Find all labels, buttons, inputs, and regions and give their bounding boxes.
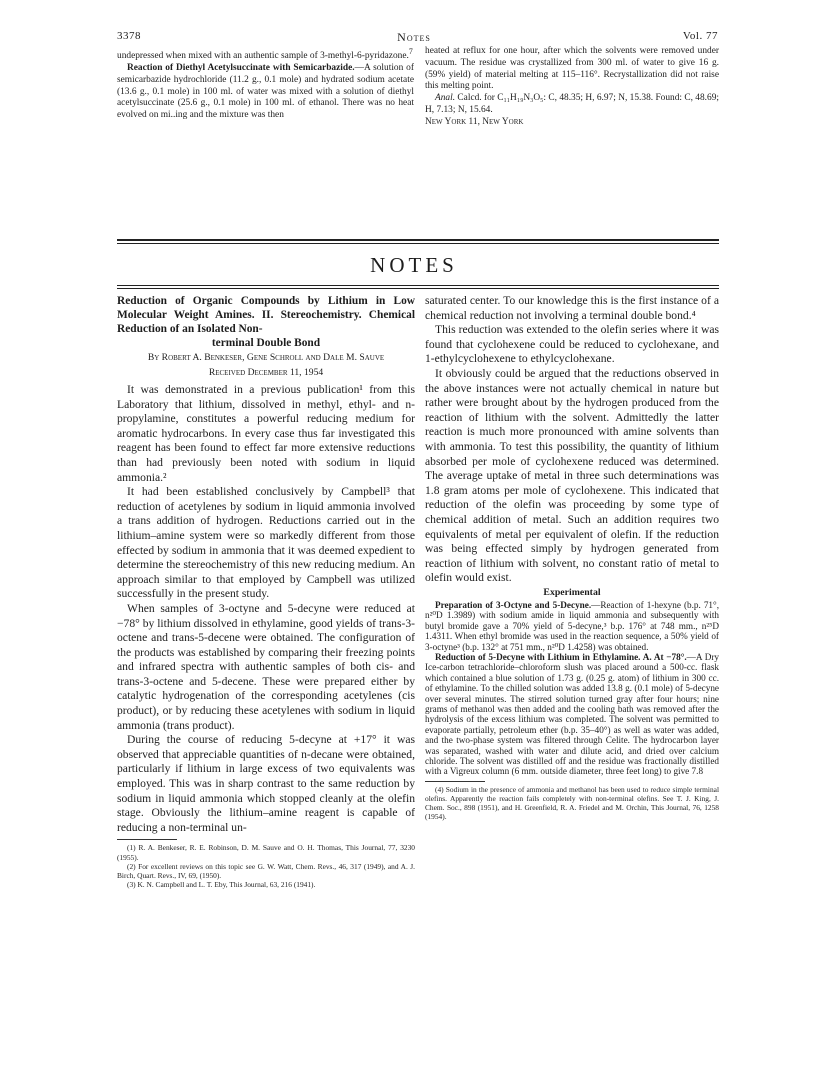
footnote-rule bbox=[117, 839, 177, 840]
paragraph-heading: Preparation of 3-Octyne and 5-Decyne. bbox=[435, 599, 592, 610]
body-paragraph: When samples of 3-octyne and 5-decyne were reduced at −78° by lithium dissolved in ethylamine, good yields of trans-3-octene and trans-5-decene were obtained. The configuration of the products was established by comparing their freezing points and infrared spectra with authentic samples of both cis- and trans-3-octene and 5-decene. These were prepared either by catalytic hydrogenation of the corresponding acetylenes (cis product), or by reducing these acetylenes with sodium in liquid ammonia (trans product). bbox=[117, 601, 415, 732]
prev-paragraph: Reaction of Diethyl Acetylsuccinate with Semicarbazide.—A solution of semicarbazide hydrochloride (11.2 g., 0.1 mole) and hydrated sodium acetate (13.6 g., 0.1 mole) in 100 ml. of water was mixed with a solution of diethyl acetylsuccinate (25.6 g., 0.1 mole) in 100 ml. of ethanol. There was no heat evolved on mi..ing and the mixture was then bbox=[117, 62, 414, 121]
article-right-column bbox=[425, 294, 719, 822]
article-authors: By Robert A. Benkeser, Gene Schroll and Dale M. Sauve bbox=[147, 352, 385, 363]
previous-article-right-column bbox=[425, 46, 719, 129]
running-title: Notes bbox=[397, 30, 431, 44]
footnote: (3) K. N. Campbell and L. T. Eby, This Journal, 63, 216 (1941). bbox=[127, 880, 316, 890]
prev-paragraph: heated at reflux for one hour, after which the solvents were removed under vacuum. The residue was crystallized from 300 ml. of water to give 16 g. (59% yield) of material melting at 115–116°. Recrystallization did not raise this melting point. bbox=[425, 46, 719, 92]
body-paragraph: It was demonstrated in a previous publication¹ from this Laboratory that lithium, dissolved in methyl, ethyl- and n-propylamine, constitutes a powerful reducing medium for aromatic hydrocarbons. In every case thus far investigated this reagent has been found to effect far more extensive reductions than had previously been noted with sodium in liquid ammonia.² bbox=[117, 383, 415, 484]
paragraph-heading: Reaction of Diethyl Acetylsuccinate with Semicarbazide. bbox=[127, 62, 355, 73]
body-paragraph: This reduction was extended to the olefin series where it was found that cyclohexene could be reduced to cyclohexane, and 1-ethylcyclohexene to ethylcyclohexane. bbox=[425, 323, 719, 366]
page-number: 3378 bbox=[117, 30, 141, 42]
received-date: Received December 11, 1954 bbox=[208, 367, 324, 378]
section-title: NOTES bbox=[370, 253, 458, 277]
previous-article-left-column bbox=[117, 46, 414, 122]
prev-paragraph: undepressed when mixed with an authentic sample of 3-methyl-6-pyridazone.$^7$ bbox=[117, 47, 413, 62]
section-rule bbox=[117, 239, 719, 241]
experimental-heading: Experimental bbox=[543, 586, 601, 598]
volume-number: Vol. 77 bbox=[682, 30, 718, 42]
footnote: (4) Sodium in the presence of ammonia and methanol has been used to reduce simple terminal olefins. Apparently the reaction fails completely with non-terminal olefins. See T. J. King, J. Chem. Soc., 898 (1951), and H. Greenfield, R. A. Friedel and M. Orchin, This Journal, 76, 1258 (1954). bbox=[425, 784, 719, 822]
section-rule bbox=[117, 243, 719, 244]
section-rule bbox=[117, 285, 719, 286]
body-paragraph: It obviously could be argued that the reductions observed in the above instances were not actually chemical in nature but rather were brought about by the hydrogen produced from the reaction of lithium with the solvent. Admittedly the latter reaction is much more pronounced with amine solvents than with ammonia. To test this possibility, the quantity of lithium absorbed per mole of cyclohexene reduced was determined. The average uptake of metal in three such determinations was 1.8 gram atoms per mole of cyclohexene. This indicated that reduction of the olefin was proceeding by some type of chemical addition of metal. Such an addition requires two equivalents of metal per equivalent of olefin. If the reduction was being effected simply by hydrogen generated from reaction of lithium with solvent, no constant ratio of metal to olefin would exist. bbox=[425, 366, 719, 585]
body-paragraph: It had been established conclusively by Campbell³ that reduction of acetylenes by sodium in liquid ammonia involved a trans addition of hydrogen. Reductions carried out in the lithium–amine system were so markedly different from those effected by sodium in ammonia that it was deemed expedient to determine the stereochemistry of this new reducing medium. An approach similar to that employed by Campbell was utilized successfully in the present study. bbox=[117, 485, 415, 601]
body-paragraph: During the course of reducing 5-decyne at +17° it was observed that appreciable quantities of n-decane were obtained, particularly if lithium in large excess of two equivalents was employed. This was in sharp contrast to the same reduction by sodium in liquid ammonia which stopped cleanly at the olefin stage. Obviously the lithium–amine reagent is capable of reducing a non-terminal un- bbox=[117, 733, 415, 834]
analysis-paragraph: Anal. Calcd. for C₁₁H₁₉N₃O₅: C, 48.35; H, 6.97; N, 15.38. Found: C, 48.69; H, 7.13; N, 15.64. bbox=[425, 93, 720, 115]
article-title: Reduction of Organic Compounds by Lithium in Low Molecular Weight Amines. II. Stereochemistry. Chemical Reduction of an Isolated Non- terminal Double Bond bbox=[117, 295, 415, 349]
footnote-rule bbox=[425, 781, 485, 782]
experimental-paragraph: Reduction of 5-Decyne with Lithium in Ethylamine. A. At −78°.—A Dry Ice-carbon tetrachloride–chloroform slush was placed around a 500-cc. flask which contained a blue solution of 1.73 g. (0.25 g. atom) of lithium in 300 cc. of ethylamine. To the chilled solution was added 13.8 g. (0.1 mole) of 5-decyne over several minutes. The stirred solution turned gray after four hours; nine grams of methanol was then added and the cooling bath was removed after the hydrolysis of the excess lithium was completed. The solvent was permitted to evaporate partially, petroleum ether (b.p. 35–40°) as well as water was added, and the two-phase system was filtered through Celite. The hydrocarbon layer was separated, washed with water and dilute acid, and dried over calcium chloride. The solvent was distilled off and the residue was fractionally distilled with a Vigreux column (6 mm. outside diameter, three feet long) to give 7.8 bbox=[425, 651, 720, 777]
location-signature: New York 11, New York bbox=[425, 116, 524, 127]
section-rule bbox=[117, 288, 719, 289]
footnote: (1) R. A. Benkeser, R. E. Robinson, D. M. Sauve and O. H. Thomas, This Journal, 77, 3230 (1955). bbox=[117, 843, 415, 862]
experimental-paragraph: Preparation of 3-Octyne and 5-Decyne.—Reaction of 1-hexyne (b.p. 71°, n²⁰D 1.3989) with sodium amide in liquid ammonia and subsequently with butyl bromide gave a 70% yield of 5-decyne,³ b.p. 176° at 748 mm., n²⁵D 1.4311. When ethyl bromide was used in the reaction sequence, a 50% yield of 3-octyne³ (b.p. 132° at 751 mm., n²⁰D 1.4258) was obtained. bbox=[425, 599, 719, 652]
footnote: (2) For excellent reviews on this topic see G. W. Watt, Chem. Revs., 46, 317 (1949), and A. J. Birch, Quart. Revs., IV, 69, (1950). bbox=[117, 861, 415, 881]
body-paragraph: saturated center. To our knowledge this is the first instance of a chemical reduction not involving a terminal double bond.⁴ bbox=[425, 294, 719, 322]
article-left-column bbox=[117, 294, 415, 889]
paragraph-heading: Reduction of 5-Decyne with Lithium in Ethylamine. A. At −78°. bbox=[435, 651, 687, 662]
